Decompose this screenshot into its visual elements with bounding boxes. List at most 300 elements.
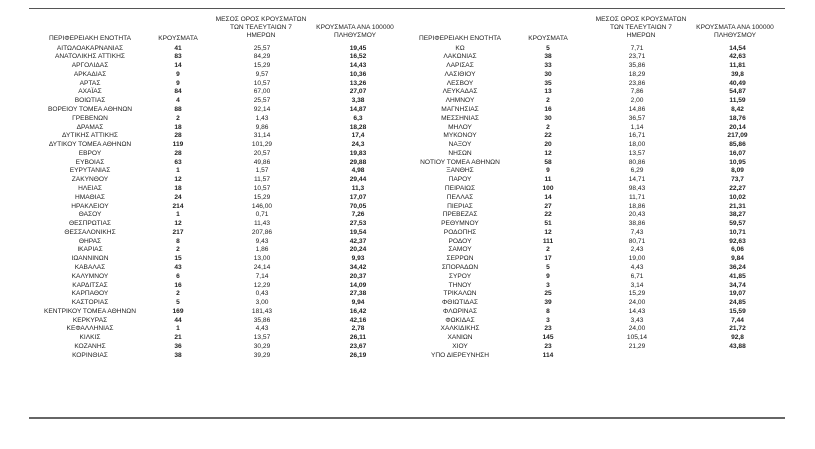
table-row [0, 62, 815, 71]
right-cell-region: ΠΑΡΟΥ [448, 176, 472, 184]
right-cell-cases: 5 [546, 264, 550, 271]
left-cell-region: ΚΙΛΚΙΣ [79, 334, 101, 342]
right-cell-cases: 111 [542, 237, 554, 245]
left-cell-per100k: 24,3 [351, 141, 365, 149]
left-cell-avg7: 30,29 [253, 343, 271, 351]
left-cell-per100k: 19,83 [349, 149, 367, 157]
left-cell-avg7: 9,86 [255, 123, 269, 131]
left-cell-cases: 28 [174, 149, 182, 157]
left-cell-cases: 18 [174, 123, 182, 131]
right-header-avg7-1: ΜΕΣΟΣ ΟΡΟΣ ΚΡΟΥΣΜΑΤΩΝ [595, 16, 687, 23]
right-cell-avg7: 7,43 [630, 228, 644, 236]
right-cell-cases: 3 [546, 316, 550, 324]
table-row [0, 299, 815, 308]
right-cell-region: ΠΙΕΡΙΑΣ [447, 202, 473, 210]
left-cell-cases: 15 [174, 255, 182, 263]
table-row [0, 211, 815, 220]
left-cell-avg7: 10,57 [253, 79, 271, 87]
left-cell-cases: 38 [174, 351, 182, 359]
right-cell-cases: 8 [546, 307, 550, 315]
left-cell-avg7: 13,00 [253, 255, 271, 263]
left-cell-per100k: 11,3 [351, 184, 365, 192]
left-cell-region: ΚΑΡΔΙΤΣΑΣ [72, 281, 108, 289]
right-cell-cases: 22 [544, 132, 552, 140]
right-cell-cases: 27 [544, 202, 552, 210]
right-cell-per100k: 14,54 [729, 44, 746, 52]
left-cell-region: ΗΛΕΙΑΣ [78, 184, 102, 192]
table-row [0, 308, 815, 317]
right-cell-cases: 39 [544, 299, 552, 307]
right-cell-per100k: 73,7 [731, 176, 744, 184]
left-cell-region: ΚΑΣΤΟΡΙΑΣ [71, 299, 109, 307]
right-cell-avg7: 13,57 [628, 149, 646, 157]
right-cell-avg7: 7,71 [630, 44, 644, 52]
right-cell-cases: 2 [546, 123, 550, 131]
right-cell-cases: 33 [544, 62, 552, 70]
right-cell-per100k: 22,27 [729, 184, 746, 192]
right-cell-per100k: 10,02 [729, 193, 746, 201]
left-cell-cases: 9 [176, 70, 180, 78]
left-cell-avg7: 11,57 [253, 176, 270, 184]
right-cell-per100k: 18,76 [729, 114, 746, 122]
left-cell-per100k: 14,09 [349, 281, 367, 289]
right-cell-cases: 30 [544, 70, 552, 78]
left-cell-region: ΕΒΡΟΥ [78, 149, 102, 157]
right-cell-per100k: 10,71 [729, 228, 746, 236]
table-row [0, 185, 815, 194]
left-cell-cases: 88 [174, 105, 182, 113]
left-cell-region: ΚΑΡΠΑΘΟΥ [71, 290, 109, 298]
right-cell-avg7: 24,00 [628, 299, 646, 307]
table-row [0, 150, 815, 159]
left-cell-region: ΚΟΡΙΝΘΙΑΣ [72, 351, 108, 359]
left-cell-avg7: 25,57 [253, 44, 271, 52]
right-cell-avg7: 38,86 [628, 220, 646, 228]
right-cell-region: ΠΕΙΡΑΙΩΣ [444, 184, 476, 192]
left-cell-per100k: 29,88 [349, 158, 367, 166]
left-cell-cases: 36 [174, 343, 182, 351]
left-cell-avg7: 15,29 [253, 193, 271, 201]
table-row [0, 203, 815, 212]
left-cell-avg7: 0,71 [255, 211, 269, 219]
right-cell-avg7: 23,86 [628, 79, 646, 87]
left-cell-per100k: 2,78 [351, 325, 365, 333]
left-cell-avg7: 10,57 [253, 184, 271, 192]
right-cell-cases: 13 [544, 88, 552, 96]
left-cell-region: ΙΚΑΡΙΑΣ [77, 246, 103, 254]
left-cell-cases: 5 [176, 299, 180, 307]
left-cell-per100k: 29,44 [349, 176, 367, 184]
left-cell-cases: 12 [174, 176, 182, 184]
right-cell-region: ΥΠΟ ΔΙΕΡΕΥΝΗΣΗ [431, 351, 489, 359]
left-cell-per100k: 16,52 [349, 53, 367, 61]
right-cell-avg7: 23,71 [628, 53, 646, 61]
left-cell-region: ΔΡΑΜΑΣ [76, 123, 104, 131]
right-cell-per100k: 20,14 [729, 123, 746, 131]
right-cell-avg7: 18,86 [628, 202, 646, 210]
right-cell-region: ΛΑΣΙΘΙΟΥ [444, 70, 476, 78]
left-cell-cases: 63 [174, 158, 182, 166]
table-row [0, 106, 815, 115]
right-cell-cases: 14 [544, 193, 552, 201]
table-row [0, 53, 815, 62]
left-cell-cases: 1 [176, 211, 180, 219]
right-cell-region: ΞΑΝΘΗΣ [446, 167, 474, 175]
table-row [0, 246, 815, 255]
right-cell-cases: 16 [544, 105, 552, 113]
left-cell-avg7: 1,57 [255, 167, 269, 175]
left-cell-avg7: 207,86 [251, 228, 273, 236]
right-cell-region: ΝΗΣΩΝ [448, 149, 472, 157]
right-cell-region: ΠΕΛΛΑΣ [446, 193, 474, 201]
right-cell-cases: 145 [542, 334, 554, 342]
left-cell-region: ΑΧΑΪΑΣ [78, 88, 102, 96]
table-row [0, 352, 815, 361]
left-header-per100k-2: ΠΛΗΘΥΣΜΟΥ [333, 32, 377, 39]
left-cell-region: ΚΑΛΥΜΝΟΥ [71, 272, 109, 280]
right-cell-per100k: 38,27 [729, 211, 746, 219]
left-cell-per100k: 23,67 [349, 343, 367, 351]
left-cell-avg7: 25,57 [253, 97, 271, 105]
table-row [0, 132, 815, 141]
right-cell-per100k: 11,81 [729, 62, 746, 70]
right-cell-per100k: 41,85 [729, 272, 746, 280]
left-cell-avg7: 1,86 [255, 246, 269, 254]
left-cell-cases: 8 [176, 237, 180, 245]
left-cell-avg7: 4,43 [255, 325, 269, 333]
right-cell-region: ΧΑΝΙΩΝ [447, 334, 473, 342]
left-cell-region: ΒΟΙΩΤΙΑΣ [74, 97, 106, 105]
left-cell-cases: 41 [174, 44, 182, 52]
left-cell-per100k: 7,26 [351, 211, 365, 219]
left-cell-avg7: 84,29 [253, 53, 271, 61]
left-cell-cases: 44 [174, 316, 182, 324]
left-cell-region: ΑΙΤΩΛΟΑΚΑΡΝΑΝΙΑΣ [56, 44, 124, 52]
right-cell-cases: 38 [544, 53, 552, 61]
right-cell-region: ΤΗΝΟΥ [448, 281, 472, 289]
right-cell-per100k: 24,85 [729, 299, 746, 307]
right-cell-avg7: 105,14 [626, 334, 648, 342]
right-cell-per100k: 6,06 [731, 246, 744, 254]
left-cell-per100k: 3,38 [351, 97, 365, 105]
left-cell-per100k: 13,26 [349, 79, 367, 87]
left-cell-per100k: 18,28 [349, 123, 367, 131]
left-cell-per100k: 14,43 [349, 62, 367, 70]
right-cell-per100k: 10,95 [729, 158, 746, 166]
left-cell-cases: 214 [172, 202, 184, 210]
left-cell-per100k: 17,07 [349, 193, 367, 201]
right-header-avg7-3: ΗΜΕΡΩΝ [626, 32, 656, 39]
left-cell-region: ΚΕΡΚΥΡΑΣ [72, 316, 108, 324]
table-row [0, 238, 815, 247]
right-cell-region: ΧΙΟΥ [452, 343, 468, 351]
right-cell-per100k: 42,63 [729, 53, 746, 61]
left-cell-avg7: 24,14 [253, 264, 271, 271]
left-cell-cases: 2 [176, 290, 180, 298]
left-cell-region: ΘΕΣΠΡΩΤΙΑΣ [68, 220, 112, 228]
right-cell-avg7: 14,86 [628, 105, 646, 113]
right-cell-cases: 58 [544, 158, 552, 166]
left-cell-cases: 12 [174, 220, 182, 228]
table-row [0, 264, 815, 273]
right-cell-region: ΛΕΣΒΟΥ [446, 79, 474, 87]
right-cell-avg7: 6,29 [630, 167, 644, 175]
right-cell-avg7: 14,43 [628, 307, 646, 315]
right-cell-avg7: 80,86 [628, 158, 646, 166]
left-cell-avg7: 35,86 [253, 316, 271, 324]
right-cell-region: ΜΕΣΣΗΝΙΑΣ [441, 114, 479, 122]
right-cell-region: ΡΕΘΥΜΝΟΥ [441, 220, 479, 228]
left-cell-region: ΔΥΤΙΚΗΣ ΑΤΤΙΚΗΣ [62, 132, 118, 140]
right-header-per100k-1: ΚΡΟΥΣΜΑΤΑ ΑΝΑ 100000 [696, 24, 774, 31]
left-cell-avg7: 9,43 [255, 237, 269, 245]
left-cell-avg7: 15,29 [253, 62, 271, 70]
right-cell-region: ΛΑΡΙΣΑΣ [446, 62, 474, 70]
left-cell-avg7: 67,00 [253, 88, 271, 96]
left-cell-region: ΒΟΡΕΙΟΥ ΤΟΜΕΑ ΑΘΗΝΩΝ [47, 105, 133, 113]
right-cell-region: ΜΥΚΟΝΟΥ [443, 132, 477, 140]
left-cell-cases: 83 [174, 53, 182, 61]
right-cell-avg7: 98,43 [628, 184, 646, 192]
left-cell-cases: 16 [174, 281, 182, 289]
right-cell-region: ΣΥΡΟΥ [448, 272, 472, 280]
right-cell-cases: 9 [546, 272, 550, 280]
right-cell-region: ΧΑΛΚΙΔΙΚΗΣ [440, 325, 480, 333]
left-cell-region: ΕΥΡΥΤΑΝΙΑΣ [69, 167, 111, 175]
right-cell-cases: 25 [544, 290, 552, 298]
table-row [0, 282, 815, 291]
left-cell-region: ΖΑΚΥΝΘΟΥ [71, 176, 109, 184]
table-row [0, 273, 815, 282]
left-cell-region: ΘΗΡΑΣ [78, 237, 102, 245]
left-cell-per100k: 16,42 [349, 307, 367, 315]
right-cell-region: ΠΡΕΒΕΖΑΣ [442, 211, 478, 219]
right-cell-per100k: 8,42 [731, 105, 744, 113]
right-cell-per100k: 21,31 [729, 202, 746, 210]
right-cell-region: ΡΟΔΟΠΗΣ [443, 228, 477, 236]
left-cell-per100k: 34,42 [349, 264, 367, 271]
table-row [0, 325, 815, 334]
table-row [0, 194, 815, 203]
right-cell-cases: 12 [544, 228, 552, 236]
right-header-per100k-2: ΠΛΗΘΥΣΜΟΥ [713, 32, 757, 39]
table-row [0, 124, 815, 133]
right-cell-cases: 35 [544, 79, 552, 87]
right-cell-per100k: 92,63 [729, 237, 746, 245]
table-row [0, 80, 815, 89]
right-cell-per100k: 7,44 [731, 316, 744, 324]
left-header-region: ΠΕΡΙΦΕΡΕΙΑΚΗ ΕΝΟΤΗΤΑ [48, 35, 132, 42]
left-header-avg7-1: ΜΕΣΟΣ ΟΡΟΣ ΚΡΟΥΣΜΑΤΩΝ [215, 16, 307, 23]
right-header-avg7-2: ΤΩΝ ΤΕΛΕΥΤΑΙΩΝ 7 [610, 24, 672, 31]
table-row [0, 229, 815, 238]
left-cell-cases: 18 [174, 184, 182, 192]
right-cell-cases: 3 [546, 281, 550, 289]
left-cell-per100k: 9,93 [351, 255, 365, 263]
right-cell-avg7: 1,14 [630, 123, 644, 131]
left-cell-region: ΓΡΕΒΕΝΩΝ [72, 114, 108, 122]
left-cell-per100k: 27,38 [349, 290, 367, 298]
left-cell-per100k: 4,98 [351, 167, 365, 175]
left-cell-region: ΑΡΓΟΛΙΔΑΣ [71, 62, 109, 70]
right-cell-per100k: 40,49 [729, 79, 746, 87]
right-cell-avg7: 19,00 [628, 255, 646, 263]
right-cell-per100k: 19,07 [729, 290, 746, 298]
left-cell-avg7: 92,14 [253, 105, 271, 113]
right-cell-cases: 2 [546, 246, 550, 254]
left-cell-per100k: 17,4 [351, 132, 365, 140]
right-cell-region: ΛΗΜΝΟΥ [445, 97, 475, 105]
left-cell-cases: 2 [176, 114, 180, 122]
left-cell-region: ΚΑΒΑΛΑΣ [74, 264, 106, 271]
left-cell-cases: 217 [172, 228, 184, 236]
table-row [0, 334, 815, 343]
table-row [0, 97, 815, 106]
left-cell-region: ΑΡΤΑΣ [79, 79, 101, 87]
left-cell-region: ΑΝΑΤΟΛΙΚΗΣ ΑΤΤΙΚΗΣ [55, 53, 125, 61]
left-cell-region: ΑΡΚΑΔΙΑΣ [73, 70, 107, 78]
right-cell-per100k: 59,57 [729, 220, 746, 228]
left-cell-per100k: 20,24 [349, 246, 367, 254]
table-row [0, 115, 815, 124]
right-cell-per100k: 34,74 [729, 281, 746, 289]
left-cell-per100k: 70,05 [349, 202, 367, 210]
right-cell-region: ΝΑΞΟΥ [448, 141, 472, 149]
right-cell-avg7: 20,43 [628, 211, 646, 219]
left-cell-per100k: 26,11 [349, 334, 367, 342]
right-cell-region: ΜΑΓΝΗΣΙΑΣ [441, 105, 479, 113]
left-cell-avg7: 101,29 [251, 141, 273, 149]
right-cell-cases: 11 [544, 176, 552, 184]
right-cell-region: ΦΩΚΙΔΑΣ [445, 316, 475, 324]
bottom-rule [29, 417, 785, 419]
right-cell-avg7: 11,71 [628, 193, 645, 201]
right-cell-per100k: 85,86 [729, 141, 746, 149]
left-cell-avg7: 20,57 [253, 149, 271, 157]
right-cell-avg7: 80,71 [628, 237, 646, 245]
top-rule [29, 8, 785, 9]
right-cell-per100k: 39,8 [731, 70, 744, 78]
right-cell-avg7: 6,71 [630, 272, 644, 280]
left-cell-region: ΚΟΖΑΝΗΣ [74, 343, 106, 351]
left-cell-region: ΕΥΒΟΙΑΣ [75, 158, 105, 166]
left-cell-cases: 14 [174, 62, 182, 70]
right-cell-region: ΜΗΛΟΥ [448, 123, 472, 131]
right-cell-region: ΦΘΙΩΤΙΔΑΣ [442, 299, 478, 307]
left-cell-cases: 119 [172, 141, 184, 149]
left-cell-cases: 2 [176, 246, 180, 254]
left-cell-avg7: 49,86 [253, 158, 271, 166]
right-cell-cases: 12 [544, 149, 552, 157]
right-cell-cases: 22 [544, 211, 552, 219]
right-header-region: ΠΕΡΙΦΕΡΕΙΑΚΗ ΕΝΟΤΗΤΑ [418, 35, 502, 42]
right-cell-avg7: 7,86 [630, 88, 644, 96]
right-header-cases: ΚΡΟΥΣΜΑΤΑ [528, 35, 568, 42]
left-cell-cases: 4 [176, 97, 180, 105]
right-cell-per100k: 92,8 [731, 334, 744, 342]
left-cell-region: ΗΜΑΘΙΑΣ [75, 193, 105, 201]
left-cell-avg7: 7,14 [255, 272, 269, 280]
right-cell-region: ΡΟΔΟΥ [448, 237, 472, 245]
right-cell-cases: 5 [546, 44, 550, 52]
left-cell-cases: 1 [176, 167, 180, 175]
left-cell-per100k: 19,45 [349, 44, 367, 52]
right-cell-cases: 100 [542, 184, 554, 192]
table-row [0, 45, 815, 54]
left-cell-region: ΙΩΑΝΝΙΝΩΝ [71, 255, 109, 263]
right-cell-region: ΣΕΡΡΩΝ [446, 255, 474, 263]
right-cell-avg7: 35,86 [628, 62, 646, 70]
right-cell-per100k: 8,09 [731, 167, 744, 175]
left-header-cases: ΚΡΟΥΣΜΑΤΑ [158, 35, 198, 42]
right-cell-per100k: 16,07 [729, 149, 746, 157]
left-cell-per100k: 14,87 [349, 105, 367, 113]
right-cell-per100k: 43,88 [729, 343, 746, 351]
left-cell-per100k: 19,54 [349, 228, 367, 236]
right-cell-cases: 2 [546, 97, 550, 105]
right-cell-avg7: 21,29 [628, 343, 646, 351]
left-cell-region: ΗΡΑΚΛΕΙΟΥ [71, 202, 109, 210]
table-row [0, 159, 815, 168]
left-cell-cases: 24 [174, 193, 182, 201]
right-cell-region: ΛΕΥΚΑΔΑΣ [442, 88, 478, 96]
right-cell-cases: 114 [542, 351, 554, 359]
left-cell-avg7: 3,00 [255, 299, 269, 307]
left-cell-per100k: 42,37 [349, 237, 367, 245]
left-cell-cases: 43 [174, 264, 182, 271]
right-cell-avg7: 18,29 [628, 70, 646, 78]
right-cell-region: ΛΑΚΩΝΙΑΣ [443, 53, 477, 61]
right-cell-cases: 20 [544, 141, 552, 149]
right-cell-cases: 30 [544, 114, 552, 122]
right-cell-per100k: 9,84 [731, 255, 744, 263]
right-cell-avg7: 18,00 [628, 141, 646, 149]
left-header-per100k-1: ΚΡΟΥΣΜΑΤΑ ΑΝΑ 100000 [316, 24, 394, 31]
right-cell-region: ΣΑΜΟΥ [448, 246, 472, 254]
right-cell-avg7: 14,71 [628, 176, 646, 184]
right-cell-per100k: 15,59 [729, 307, 746, 315]
left-cell-per100k: 9,94 [351, 299, 365, 307]
left-cell-per100k: 27,53 [349, 220, 367, 228]
right-cell-avg7: 3,43 [630, 316, 644, 324]
table-row [0, 290, 815, 299]
left-cell-cases: 21 [174, 334, 182, 342]
right-cell-avg7: 15,29 [628, 290, 646, 298]
left-cell-region: ΚΕΝΤΡΙΚΟΥ ΤΟΜΕΑ ΑΘΗΝΩΝ [44, 307, 136, 315]
right-cell-per100k: 54,87 [729, 88, 746, 96]
left-cell-cases: 28 [174, 132, 182, 140]
table-row [0, 220, 815, 229]
left-cell-avg7: 39,29 [253, 351, 271, 359]
right-cell-cases: 17 [544, 255, 552, 263]
table-row [0, 71, 815, 80]
left-cell-cases: 1 [176, 325, 180, 333]
right-cell-region: ΤΡΙΚΑΛΩΝ [443, 290, 477, 298]
left-cell-avg7: 9,57 [255, 70, 269, 78]
right-cell-region: ΣΠΟΡΑΔΩΝ [441, 264, 479, 271]
left-cell-avg7: 11,43 [253, 220, 270, 228]
left-cell-region: ΘΕΣΣΑΛΟΝΙΚΗΣ [64, 228, 116, 236]
right-cell-per100k: 217,09 [727, 132, 748, 140]
left-cell-avg7: 13,57 [253, 334, 271, 342]
left-header-avg7-3: ΗΜΕΡΩΝ [246, 32, 276, 39]
right-cell-region: ΝΟΤΙΟΥ ΤΟΜΕΑ ΑΘΗΝΩΝ [420, 158, 500, 166]
right-cell-avg7: 36,57 [628, 114, 646, 122]
right-cell-cases: 23 [544, 325, 552, 333]
left-cell-cases: 169 [172, 307, 184, 315]
table-row [0, 88, 815, 97]
right-cell-region: ΚΩ [455, 44, 465, 52]
